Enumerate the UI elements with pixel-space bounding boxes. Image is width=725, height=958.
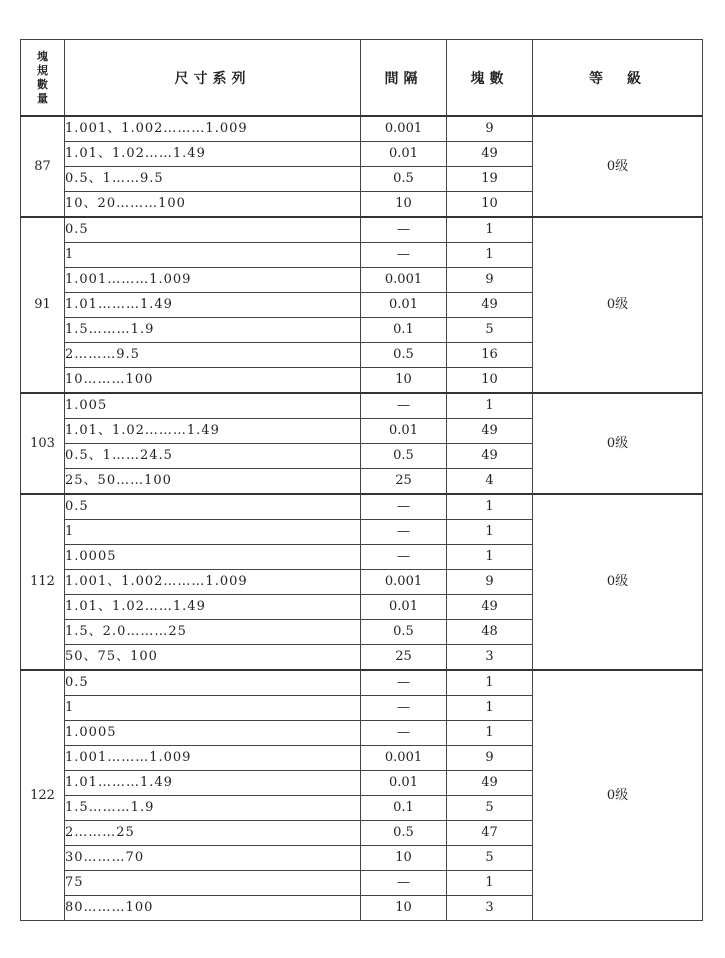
interval-cell: 0.01 xyxy=(361,419,447,444)
block-count-cell: 9 xyxy=(447,570,533,595)
block-set-quantity: 103 xyxy=(21,393,65,494)
block-count-cell: 3 xyxy=(447,645,533,671)
interval-cell: 0.5 xyxy=(361,167,447,192)
block-count-cell: 1 xyxy=(447,393,533,419)
grade-cell: 0级 xyxy=(533,217,703,393)
size-series-cell: 1.0005 xyxy=(65,545,361,570)
interval-cell: 10 xyxy=(361,896,447,921)
block-count-cell: 16 xyxy=(447,343,533,368)
size-series-cell: 1.001………1.009 xyxy=(65,746,361,771)
header-interval: 間隔 xyxy=(361,40,447,117)
interval-cell: — xyxy=(361,217,447,243)
size-series-cell: 1 xyxy=(65,696,361,721)
interval-cell: — xyxy=(361,393,447,419)
size-series-cell: 10………100 xyxy=(65,368,361,394)
block-set-quantity: 122 xyxy=(21,670,65,921)
interval-cell: — xyxy=(361,670,447,696)
block-count-cell: 19 xyxy=(447,167,533,192)
block-count-cell: 1 xyxy=(447,545,533,570)
interval-cell: — xyxy=(361,871,447,896)
block-count-cell: 9 xyxy=(447,116,533,142)
size-series-cell: 1.5………1.9 xyxy=(65,318,361,343)
size-series-cell: 75 xyxy=(65,871,361,896)
header-size-series: 尺寸系列 xyxy=(65,40,361,117)
interval-cell: — xyxy=(361,545,447,570)
interval-cell: 0.001 xyxy=(361,746,447,771)
interval-cell: 0.5 xyxy=(361,620,447,645)
block-count-cell: 3 xyxy=(447,896,533,921)
interval-cell: 25 xyxy=(361,469,447,495)
size-series-cell: 1.0005 xyxy=(65,721,361,746)
block-count-cell: 49 xyxy=(447,293,533,318)
block-count-cell: 5 xyxy=(447,796,533,821)
table-row xyxy=(21,116,703,142)
block-count-cell: 1 xyxy=(447,217,533,243)
block-count-cell: 10 xyxy=(447,368,533,394)
interval-cell: 0.01 xyxy=(361,771,447,796)
size-series-cell: 50、75、100 xyxy=(65,645,361,671)
interval-cell: 0.01 xyxy=(361,293,447,318)
table-row xyxy=(21,217,703,243)
block-count-cell: 49 xyxy=(447,142,533,167)
size-series-cell: 0.5 xyxy=(65,670,361,696)
interval-cell: 0.5 xyxy=(361,821,447,846)
block-count-cell: 9 xyxy=(447,746,533,771)
size-series-cell: 30………70 xyxy=(65,846,361,871)
grade-cell: 0级 xyxy=(533,116,703,217)
block-set-quantity: 87 xyxy=(21,116,65,217)
block-count-cell: 47 xyxy=(447,821,533,846)
block-count-cell: 1 xyxy=(447,696,533,721)
block-count-cell: 9 xyxy=(447,268,533,293)
grade-cell: 0级 xyxy=(533,494,703,670)
interval-cell: 10 xyxy=(361,846,447,871)
block-count-cell: 1 xyxy=(447,670,533,696)
table-row xyxy=(21,670,703,696)
block-count-cell: 4 xyxy=(447,469,533,495)
size-series-cell: 0.5、1……9.5 xyxy=(65,167,361,192)
interval-cell: 10 xyxy=(361,368,447,394)
header-count: 塊數 xyxy=(447,40,533,117)
size-series-cell: 1.5………1.9 xyxy=(65,796,361,821)
block-count-cell: 49 xyxy=(447,419,533,444)
interval-cell: 0.001 xyxy=(361,268,447,293)
interval-cell: — xyxy=(361,494,447,520)
interval-cell: — xyxy=(361,721,447,746)
block-count-cell: 10 xyxy=(447,192,533,218)
table-row xyxy=(21,393,703,419)
size-series-cell: 1.01、1.02……1.49 xyxy=(65,142,361,167)
size-series-cell: 80………100 xyxy=(65,896,361,921)
size-series-cell: 1.001………1.009 xyxy=(65,268,361,293)
gauge-block-spec-table xyxy=(20,39,703,921)
size-series-cell: 1 xyxy=(65,520,361,545)
size-series-cell: 0.5、1……24.5 xyxy=(65,444,361,469)
size-series-cell: 1.5、2.0………25 xyxy=(65,620,361,645)
interval-cell: 0.1 xyxy=(361,796,447,821)
interval-cell: 0.5 xyxy=(361,444,447,469)
interval-cell: 0.01 xyxy=(361,142,447,167)
interval-cell: 0.5 xyxy=(361,343,447,368)
interval-cell: — xyxy=(361,243,447,268)
header-row xyxy=(21,40,703,117)
size-series-cell: 10、20………100 xyxy=(65,192,361,218)
size-series-cell: 25、50……100 xyxy=(65,469,361,495)
size-series-cell: 1.01………1.49 xyxy=(65,293,361,318)
header-qty-char: 數 xyxy=(37,77,48,91)
interval-cell: 0.01 xyxy=(361,595,447,620)
interval-cell: 0.1 xyxy=(361,318,447,343)
size-series-cell: 0.5 xyxy=(65,494,361,520)
block-count-cell: 1 xyxy=(447,520,533,545)
size-series-cell: 2………9.5 xyxy=(65,343,361,368)
block-count-cell: 49 xyxy=(447,595,533,620)
size-series-cell: 1.005 xyxy=(65,393,361,419)
interval-cell: — xyxy=(361,696,447,721)
header-qty-char: 量 xyxy=(37,91,48,105)
block-count-cell: 49 xyxy=(447,444,533,469)
header-qty-char: 規 xyxy=(37,63,48,77)
block-count-cell: 5 xyxy=(447,318,533,343)
block-count-cell: 1 xyxy=(447,871,533,896)
size-series-cell: 2………25 xyxy=(65,821,361,846)
interval-cell: 25 xyxy=(361,645,447,671)
block-count-cell: 1 xyxy=(447,243,533,268)
interval-cell: 0.001 xyxy=(361,116,447,142)
size-series-cell: 1 xyxy=(65,243,361,268)
block-count-cell: 1 xyxy=(447,721,533,746)
header-grade: 等 級 xyxy=(533,40,703,117)
table-body xyxy=(21,116,703,921)
size-series-cell: 1.01、1.02………1.49 xyxy=(65,419,361,444)
block-set-quantity: 112 xyxy=(21,494,65,670)
gauge-block-spec-sheet xyxy=(20,39,703,921)
block-count-cell: 48 xyxy=(447,620,533,645)
block-count-cell: 1 xyxy=(447,494,533,520)
size-series-cell: 0.5 xyxy=(65,217,361,243)
size-series-cell: 1.001、1.002………1.009 xyxy=(65,570,361,595)
interval-cell: — xyxy=(361,520,447,545)
header-qty-char: 塊 xyxy=(37,49,48,63)
size-series-cell: 1.01………1.49 xyxy=(65,771,361,796)
interval-cell: 10 xyxy=(361,192,447,218)
grade-cell: 0级 xyxy=(533,393,703,494)
interval-cell: 0.001 xyxy=(361,570,447,595)
grade-cell: 0级 xyxy=(533,670,703,921)
table-row xyxy=(21,494,703,520)
header-block-quantity xyxy=(21,40,65,117)
size-series-cell: 1.001、1.002………1.009 xyxy=(65,116,361,142)
block-count-cell: 5 xyxy=(447,846,533,871)
size-series-cell: 1.01、1.02……1.49 xyxy=(65,595,361,620)
block-set-quantity: 91 xyxy=(21,217,65,393)
block-count-cell: 49 xyxy=(447,771,533,796)
